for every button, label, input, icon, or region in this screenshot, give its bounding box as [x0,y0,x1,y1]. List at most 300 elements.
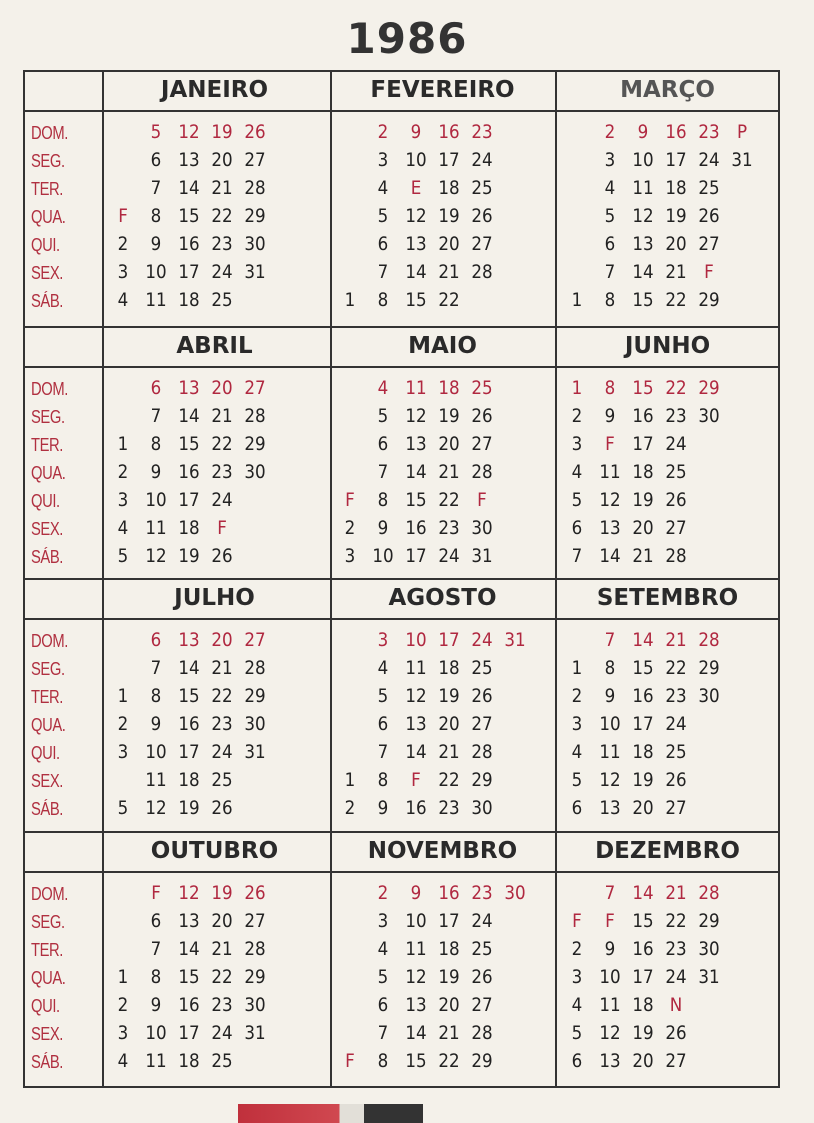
calendar-day: 16 [632,405,654,427]
day-name-label: QUI. [31,743,60,763]
calendar-day: 6 [150,149,162,171]
calendar-day: 11 [599,994,621,1016]
row-divider [23,326,780,328]
calendar-day: 18 [178,289,200,311]
calendar-day: F [605,433,615,455]
calendar-day: 30 [698,938,720,960]
calendar-day: 5 [150,121,162,143]
calendar-day: P [736,121,748,143]
calendar-day: 5 [571,489,583,511]
calendar-day: 22 [438,769,460,791]
calendar-day: 8 [604,657,616,679]
calendar-day: 5 [571,769,583,791]
calendar-day: 22 [665,377,687,399]
calendar-day: F [345,489,355,511]
calendar-day: 11 [405,938,427,960]
calendar-day: 13 [405,233,427,255]
calendar-day: 12 [599,1022,621,1044]
calendar-day: 31 [731,149,753,171]
calendar-day: 20 [665,233,687,255]
calendar-day: 18 [438,657,460,679]
month-name-abril: ABRIL [176,333,253,359]
calendar-day: F [345,1050,355,1072]
month-name-fevereiro: FEVEREIRO [370,77,515,103]
calendar-day: 17 [405,545,427,567]
calendar-day: 27 [471,713,493,735]
calendar-day: 4 [377,377,389,399]
calendar-day: 12 [145,797,167,819]
calendar-day: 28 [698,882,720,904]
calendar-day: 23 [211,233,233,255]
calendar-day: 27 [244,377,266,399]
calendar-day: 19 [438,966,460,988]
calendar-day: 23 [438,797,460,819]
calendar-day: 9 [377,517,389,539]
calendar-day: 30 [698,405,720,427]
calendar-day: 23 [665,938,687,960]
calendar-day: F [704,261,714,283]
calendar-day: 9 [410,121,422,143]
calendar-day: 21 [438,1022,460,1044]
calendar-day: 23 [471,882,493,904]
calendar-day: 20 [211,910,233,932]
calendar-day: 9 [604,685,616,707]
calendar-day: 7 [604,629,616,651]
calendar-day: 21 [211,177,233,199]
calendar-day: 9 [150,233,162,255]
calendar-day: 12 [632,205,654,227]
calendar-day: 17 [178,261,200,283]
column-divider [102,70,104,1088]
day-name-label: SEG. [31,912,65,932]
calendar-day: 28 [244,657,266,679]
calendar-day: 16 [178,461,200,483]
calendar-day: 20 [632,797,654,819]
calendar-day: 10 [145,261,167,283]
calendar-day: 6 [571,517,583,539]
day-name-label: QUA. [31,207,66,227]
month-name-agosto: AGOSTO [388,585,497,611]
calendar-day: 26 [471,966,493,988]
calendar-day: 6 [571,1050,583,1072]
calendar-day: 22 [211,433,233,455]
calendar-day: 3 [571,433,583,455]
calendar-day: 11 [405,657,427,679]
calendar-day: 7 [377,1022,389,1044]
calendar-day: 14 [405,1022,427,1044]
calendar-day: 28 [698,629,720,651]
calendar-day: 9 [150,461,162,483]
calendar-day: 9 [604,405,616,427]
calendar-day: 7 [604,882,616,904]
month-name-outubro: OUTUBRO [150,838,279,864]
calendar-day: 19 [438,205,460,227]
calendar-day: 1 [344,769,356,791]
calendar-day: 13 [405,994,427,1016]
calendar-day: 14 [405,741,427,763]
calendar-day: 27 [665,517,687,539]
calendar-day: 19 [178,797,200,819]
calendar-day: 9 [604,938,616,960]
calendar-day: 22 [665,289,687,311]
calendar-day: 23 [211,994,233,1016]
calendar-day: 26 [665,489,687,511]
calendar-day: 19 [632,489,654,511]
calendar-day: 26 [665,1022,687,1044]
calendar-day: 24 [438,545,460,567]
calendar-day: 10 [405,910,427,932]
calendar-day: 14 [632,882,654,904]
calendar-day: 20 [438,994,460,1016]
calendar-day: 2 [571,405,583,427]
calendar-day: 25 [471,938,493,960]
calendar-day: 1 [117,966,129,988]
calendar-day: 4 [117,1050,129,1072]
calendar-day: 13 [599,797,621,819]
calendar-day: F [118,205,128,227]
calendar-day: 30 [504,882,526,904]
header-underline [23,871,780,873]
calendar-day: 21 [211,657,233,679]
calendar-day: 17 [632,433,654,455]
calendar-day: 20 [632,517,654,539]
calendar-day: 23 [698,121,720,143]
calendar-day: 25 [665,461,687,483]
calendar-day: 8 [150,966,162,988]
calendar-day: 19 [438,405,460,427]
calendar-day: 12 [405,405,427,427]
calendar-day: 3 [377,629,389,651]
calendar-day: 16 [405,797,427,819]
calendar-day: 12 [599,769,621,791]
day-name-label: TER. [31,179,63,199]
calendar-day: 9 [377,797,389,819]
calendar-day: 5 [117,797,129,819]
calendar-day: 21 [665,882,687,904]
day-name-label: SEG. [31,659,65,679]
calendar-day: 8 [150,205,162,227]
calendar-day: 8 [604,377,616,399]
calendar-day: F [151,882,161,904]
calendar-day: 13 [632,233,654,255]
calendar-day: 25 [211,769,233,791]
calendar-day: 25 [211,289,233,311]
calendar-day: 8 [377,489,389,511]
calendar-day: 5 [571,1022,583,1044]
calendar-day: 22 [211,966,233,988]
calendar-day: 28 [471,261,493,283]
calendar-day: 3 [377,149,389,171]
calendar-day: 18 [438,377,460,399]
calendar-day: 27 [698,233,720,255]
calendar-day: F [605,910,615,932]
calendar-day: 3 [377,910,389,932]
calendar-day: 26 [244,882,266,904]
calendar-day: 24 [211,261,233,283]
calendar-day: 3 [117,1022,129,1044]
month-name-junho: JUNHO [624,333,711,359]
calendar-day: 12 [405,966,427,988]
calendar-day: 15 [178,433,200,455]
calendar-day: 7 [377,261,389,283]
month-name-julho: JULHO [174,585,255,611]
month-name-maio: MAIO [408,333,477,359]
calendar-day: 29 [244,205,266,227]
calendar-day: 21 [438,261,460,283]
header-underline [23,110,780,112]
calendar-day: 23 [211,461,233,483]
calendar-day: 14 [405,461,427,483]
calendar-day: 3 [117,261,129,283]
calendar-day: 27 [244,629,266,651]
calendar-day: 29 [471,1050,493,1072]
calendar-day: 17 [438,149,460,171]
day-name-label: SEG. [31,407,65,427]
calendar-day: 17 [665,149,687,171]
calendar-day: 10 [145,489,167,511]
calendar-day: 6 [377,433,389,455]
calendar-day: 2 [117,461,129,483]
calendar-day: 14 [178,657,200,679]
calendar-day: 7 [604,261,616,283]
calendar-day: 3 [117,489,129,511]
calendar-day: 17 [178,741,200,763]
calendar-day: 4 [571,741,583,763]
calendar-day: 10 [145,741,167,763]
calendar-day: 28 [471,1022,493,1044]
calendar-day: 13 [178,377,200,399]
calendar-day: 11 [599,461,621,483]
calendar-day: 26 [698,205,720,227]
calendar-day: 20 [211,629,233,651]
calendar-day: 10 [599,966,621,988]
calendar-day: 29 [698,377,720,399]
calendar-day: 25 [471,377,493,399]
calendar-day: 1 [117,433,129,455]
calendar-day: 10 [632,149,654,171]
calendar-day: 24 [471,149,493,171]
calendar-day: 4 [571,994,583,1016]
calendar-day: 2 [571,685,583,707]
calendar-day: 27 [471,433,493,455]
day-name-label: QUA. [31,463,66,483]
day-name-label: QUI. [31,491,60,511]
calendar-day: 19 [665,205,687,227]
calendar-day: 19 [178,545,200,567]
day-name-label: DOM. [31,379,68,399]
calendar-day: 24 [211,489,233,511]
calendar-day: 23 [211,713,233,735]
calendar-day: 2 [377,882,389,904]
calendar-day: 16 [178,994,200,1016]
calendar-day: 14 [178,405,200,427]
calendar-day: 5 [117,545,129,567]
calendar-day: 30 [244,233,266,255]
calendar-day: 17 [438,629,460,651]
calendar-day: 13 [599,1050,621,1072]
calendar-day: 18 [438,938,460,960]
calendar-day: 21 [438,741,460,763]
calendar-day: 22 [211,205,233,227]
calendar-year: 1986 [346,14,468,63]
calendar-day: 25 [471,657,493,679]
calendar-day: 29 [698,910,720,932]
calendar-day: 29 [244,966,266,988]
calendar-day: 9 [150,994,162,1016]
calendar-day: 9 [410,882,422,904]
calendar-day: 21 [665,261,687,283]
calendar-day: 16 [438,121,460,143]
calendar-day: 27 [244,910,266,932]
calendar-day: 24 [665,966,687,988]
calendar-day: 14 [632,629,654,651]
calendar-day: 2 [344,517,356,539]
day-name-label: QUI. [31,235,60,255]
calendar-day: 26 [471,405,493,427]
calendar-day: 10 [405,629,427,651]
day-name-label: SÁB. [31,291,64,311]
calendar-day: 19 [632,1022,654,1044]
calendar-day: 27 [665,1050,687,1072]
calendar-day: 30 [244,461,266,483]
calendar-day: 5 [604,205,616,227]
calendar-day: 1 [571,289,583,311]
logo-strip [238,1104,423,1123]
calendar-day: 26 [471,685,493,707]
calendar-day: 16 [405,517,427,539]
calendar-day: 28 [244,938,266,960]
calendar-day: 2 [117,994,129,1016]
day-name-label: TER. [31,435,63,455]
calendar-day: 1 [117,685,129,707]
calendar-day: 7 [150,657,162,679]
calendar-day: 22 [438,489,460,511]
calendar-day: 6 [604,233,616,255]
calendar-day: 17 [632,966,654,988]
calendar-day: 12 [145,545,167,567]
calendar-day: 17 [178,489,200,511]
calendar-day: 7 [150,177,162,199]
calendar-day: 28 [665,545,687,567]
calendar-day: E [410,177,422,199]
calendar-day: 29 [471,769,493,791]
calendar-day: 19 [632,769,654,791]
calendar-day: 14 [632,261,654,283]
calendar-day: 27 [244,149,266,171]
calendar-day: 3 [604,149,616,171]
calendar-day: 4 [604,177,616,199]
calendar-day: 14 [178,938,200,960]
calendar-day: 25 [665,741,687,763]
calendar-day: 24 [211,741,233,763]
calendar-day: 16 [632,938,654,960]
calendar-day: 21 [665,629,687,651]
calendar-day: 11 [405,377,427,399]
month-name-novembro: NOVEMBRO [367,838,518,864]
calendar-day: 26 [211,545,233,567]
calendar-day: 11 [145,517,167,539]
calendar-day: 3 [571,966,583,988]
calendar-day: 21 [211,405,233,427]
calendar-day: 13 [405,713,427,735]
calendar-day: 4 [377,657,389,679]
calendar-day: 19 [438,685,460,707]
calendar-day: 6 [377,994,389,1016]
calendar-day: 24 [211,1022,233,1044]
calendar-day: 26 [471,205,493,227]
calendar-day: 21 [438,461,460,483]
calendar-day: 18 [632,461,654,483]
calendar-day: 30 [244,994,266,1016]
day-name-label: QUI. [31,996,60,1016]
column-divider [555,70,557,1088]
calendar-day: 6 [377,713,389,735]
calendar-day: 13 [405,433,427,455]
calendar-day: 15 [632,289,654,311]
calendar-day: 10 [599,713,621,735]
calendar-day: 12 [178,121,200,143]
month-name-dezembro: DEZEMBRO [595,838,740,864]
header-underline [23,366,780,368]
month-name-setembro: SETEMBRO [596,585,739,611]
column-divider [330,70,332,1088]
calendar-day: 2 [344,797,356,819]
calendar-day: 5 [377,205,389,227]
calendar-day: 4 [117,289,129,311]
calendar-day: 15 [632,910,654,932]
calendar-day: 29 [244,433,266,455]
calendar-day: 11 [145,769,167,791]
calendar-day: 31 [244,741,266,763]
calendar-day: 11 [632,177,654,199]
calendar-day: 31 [504,629,526,651]
calendar-day: 30 [471,517,493,539]
calendar-day: 7 [571,545,583,567]
calendar-day: 9 [150,713,162,735]
calendar-day: 28 [244,177,266,199]
calendar-day: 28 [244,405,266,427]
calendar-day: 1 [571,657,583,679]
calendar-day: 18 [632,994,654,1016]
calendar-day: 12 [405,685,427,707]
calendar-day: 20 [438,433,460,455]
calendar-day: 16 [178,713,200,735]
calendar-day: 11 [145,289,167,311]
calendar-day: 25 [471,177,493,199]
calendar-day: 8 [150,685,162,707]
calendar-day: 30 [698,685,720,707]
calendar-day: 6 [150,910,162,932]
calendar-day: 29 [244,685,266,707]
calendar-day: 4 [377,177,389,199]
calendar-day: 7 [150,938,162,960]
day-name-label: SEX. [31,263,64,283]
calendar-day: 10 [405,149,427,171]
calendar-day: 12 [405,205,427,227]
calendar-day: 18 [178,1050,200,1072]
calendar-day: 11 [145,1050,167,1072]
calendar-day: 24 [665,713,687,735]
calendar-day: 26 [665,769,687,791]
calendar-day: 27 [471,994,493,1016]
calendar-day: 20 [211,377,233,399]
calendar-day: 8 [377,289,389,311]
calendar-day: 30 [244,713,266,735]
calendar-day: 2 [117,233,129,255]
day-name-label: SÁB. [31,799,64,819]
calendar-day: 16 [438,882,460,904]
calendar-day: 7 [377,461,389,483]
